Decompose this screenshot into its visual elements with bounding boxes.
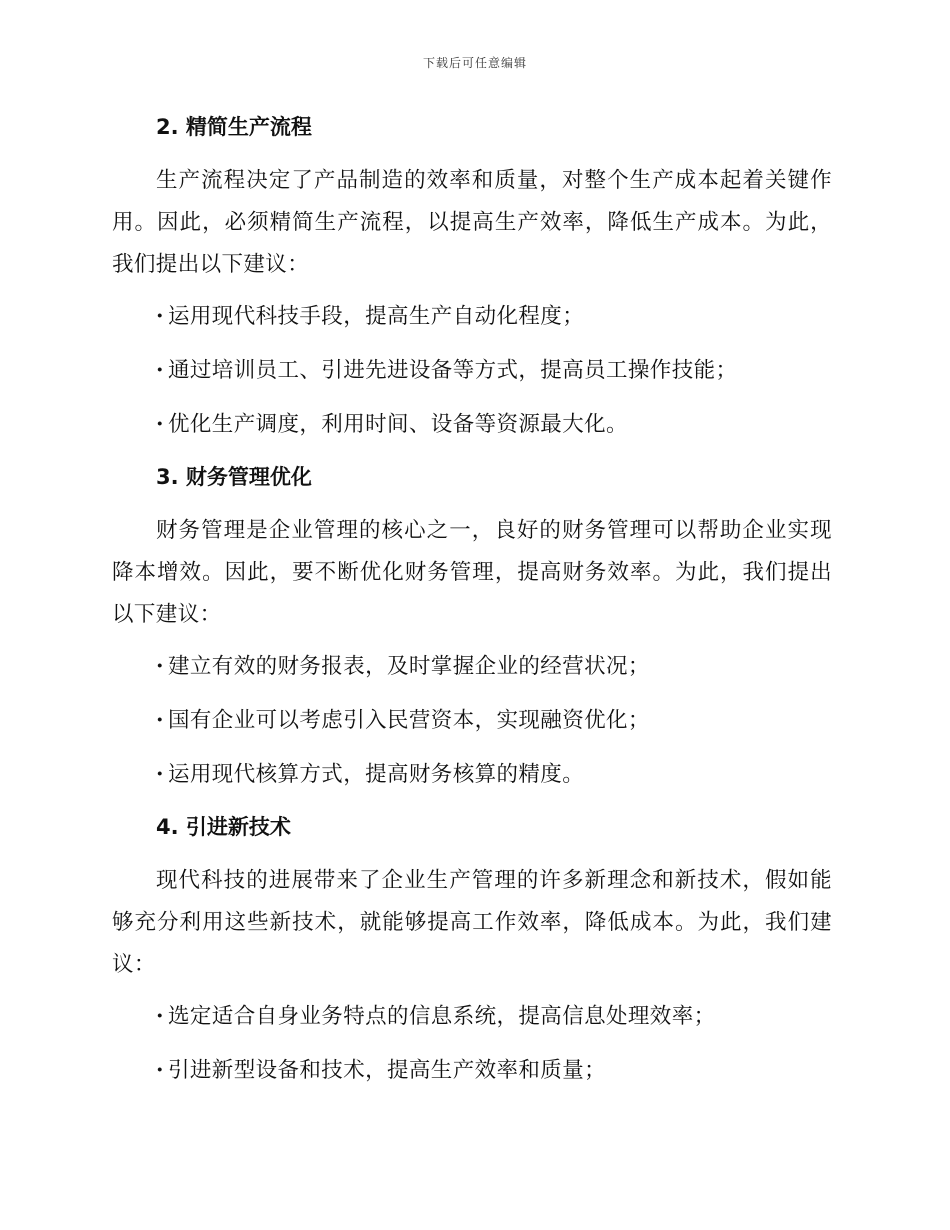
bullet-dot-icon: · [156, 762, 164, 787]
section-heading: 3. 财务管理优化 [156, 465, 312, 489]
bullet-dot-icon: · [156, 1004, 164, 1029]
bullet-item [112, 404, 832, 446]
bullet-text: 建立有效的财务报表，及时掌握企业的经营状况； [168, 654, 650, 679]
section-heading: 4. 引进新技术 [156, 815, 291, 839]
bullet-dot-icon: · [156, 1058, 164, 1083]
document-body [112, 108, 832, 1104]
bullet-text: 运用现代核算方式，提高财务核算的精度。 [168, 762, 585, 787]
bullet-text: 通过培训员工、引进先进设备等方式，提高员工操作技能； [168, 358, 738, 383]
bullet-text: 运用现代科技手段，提高生产自动化程度； [168, 304, 585, 329]
bullet-dot-icon: · [156, 412, 164, 437]
bullet-text: 引进新型设备和技术，提高生产效率和质量； [168, 1058, 607, 1083]
section-paragraph: 生产流程决定了产品制造的效率和质量，对整个生产成本起着关键作用。因此，必须精简生产流程，以提高生产效率，降低生产成本。为此，我们提出以下建议： [112, 168, 832, 277]
bullet-dot-icon: · [156, 358, 164, 383]
bullet-item [112, 996, 832, 1038]
bullet-dot-icon: · [156, 654, 164, 679]
header-note: 下载后可任意编辑 [422, 56, 527, 70]
bullet-item [112, 754, 832, 796]
section-heading: 2. 精简生产流程 [156, 115, 312, 139]
bullet-dot-icon: · [156, 708, 164, 733]
bullet-item [112, 296, 832, 338]
bullet-text: 国有企业可以考虑引入民营资本，实现融资优化； [168, 708, 650, 733]
bullet-text: 选定适合自身业务特点的信息系统，提高信息处理效率； [168, 1004, 716, 1029]
section-paragraph: 现代科技的进展带来了企业生产管理的许多新理念和新技术，假如能够充分利用这些新技术，就能够提高工作效率，降低成本。为此，我们建议： [112, 868, 832, 977]
bullet-item [112, 646, 832, 688]
section-paragraph: 财务管理是企业管理的核心之一，良好的财务管理可以帮助企业实现降本增效。因此，要不断优化财务管理，提高财务效率。为此，我们提出以下建议： [112, 518, 832, 627]
bullet-item [112, 1050, 832, 1092]
bullet-item [112, 350, 832, 392]
bullet-item [112, 700, 832, 742]
bullet-text: 优化生产调度，利用时间、设备等资源最大化。 [168, 412, 628, 437]
bullet-dot-icon: · [156, 304, 164, 329]
